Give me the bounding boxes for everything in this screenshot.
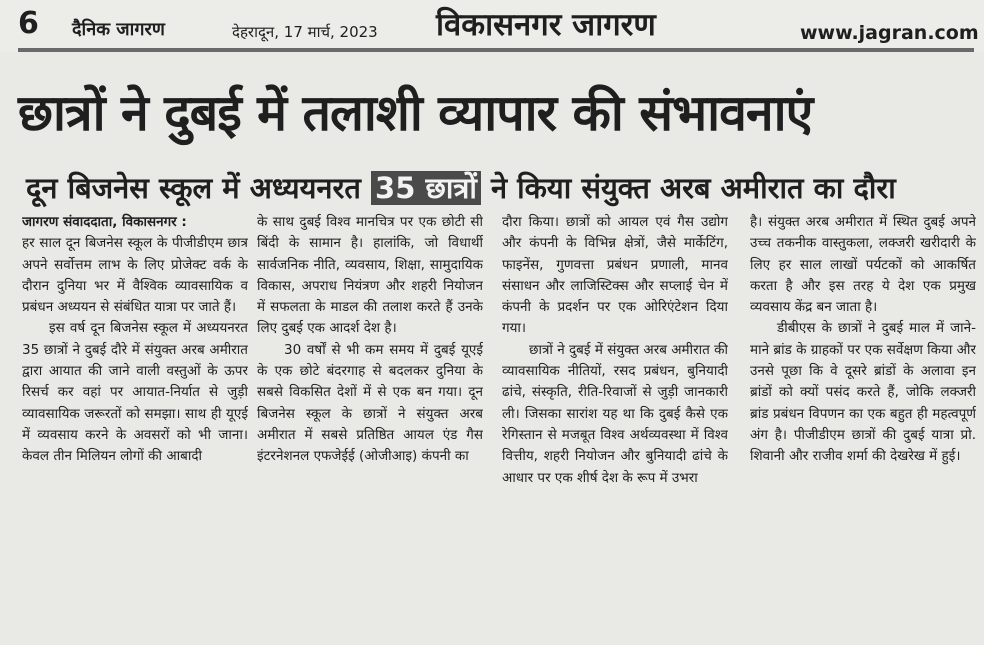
paragraph: छात्रों ने दुबई में संयुक्त अरब अमीरात की व्यावसायिक नीतियों, रसद प्रबंधन, बुनियादी ढांचे, संस्कृति, रीति-रिवाजों से जुड़ी जानकारी ली। जिसका सारांश यह था कि दुबई कैसे एक रेगिस्तान से मजबूत विश्व अर्थव्यवस्था में विश्व वित्तीय, शहरी नियोजन और बुनियादी ढांचे के आधार पर एक शीर्ष देश के रूप में उभरा xyxy=(502,341,728,486)
column-1 xyxy=(22,212,248,642)
article-body xyxy=(22,212,980,642)
column-3 xyxy=(502,212,728,642)
paragraph: इस वर्ष दून बिजनेस स्कूल में अध्ययनरत 35 छात्रों ने दुबई दौरे में संयुक्त अरब अमीरात द्वारा आयात की जाने वाली वस्तुओं के ऊपर रिसर्च कर वहां पर आयात-निर्यात से जुड़ी व्यावसायिक जरूरतों को समझा। साथ ही यूएई में व्यवसाय करने के अवसरों को भी जाना। केवल तीन मिलियन लोगों की आबादी xyxy=(22,320,248,465)
byline: जागरण संवाददाता, विकासनगर : xyxy=(22,214,187,230)
column-2 xyxy=(257,212,483,642)
page-number: 6 xyxy=(18,6,39,41)
article-headline: छात्रों ने दुबई में तलाशी व्यापार की संभावनाएं xyxy=(18,84,813,142)
masthead-rule xyxy=(18,48,974,52)
paragraph: दौरा किया। छात्रों को आयल एवं गैस उद्योग और कंपनी के विभिन्न क्षेत्रों, जैसे मार्केटिंग, फाइनेंस, गुणवत्ता प्रबंधन प्रणाली, मानव संसाधन और लाजिस्टिक्स और सप्लाई चेन में कंपनी के प्रदर्शन पर एक ओरिएंटेशन दिया गया। xyxy=(502,214,728,337)
masthead xyxy=(0,0,984,52)
paragraph: है। संयुक्त अरब अमीरात में स्थित दुबई अपने उच्च तकनीक वास्तुकला, लक्जरी खरीदारी के लिए हर साल लाखों पर्यटकों को आकर्षित करता है और इस तरह ये देश एक प्रमुख व्यवसाय केंद्र बन जाता है। xyxy=(750,214,976,316)
column-4 xyxy=(750,212,976,642)
dateline: देहरादून, 17 मार्च, 2023 xyxy=(232,23,378,41)
subhead-highlight: 35 छात्रों xyxy=(371,171,481,205)
paragraph: के साथ दुबई विश्व मानचित्र पर एक छोटी सी बिंदी के सामान है। हालांकि, जो विधार्थी सार्वजनिक नीति, व्यवसाय, शिक्षा, सामुदायिक विकास, अपराध नियंत्रण और शहरी नियोजन में सफलता के माडल की तलाश करते हैं उनके लिए दुबई एक आदर्श देश है। xyxy=(257,214,483,337)
newspaper-name: दैनिक जागरण xyxy=(72,19,165,40)
paragraph: हर साल दून बिजनेस स्कूल के पीजीडीएम छात्र अपने सर्वोत्तम लाभ के लिए प्रोजेक्ट वर्क के दौरान दुनिया भर में वैश्विक व्यावसायिक व प्रबंधन अध्ययन से संबंधित यात्रा पर जाते हैं। xyxy=(22,235,248,316)
paragraph: 30 वर्षों से भी कम समय में दुबई यूएई के एक छोटे बंदरगाह से बदलकर दुनिया के सबसे विकसित देशों में से एक बन गया। दून बिजनेस स्कूल के छात्रों ने संयुक्त अरब अमीरात में सबसे प्रतिष्ठित आयल एंड गैस इंटरनेशनल एफजेईई (ओजीआइ) कंपनी का xyxy=(257,341,483,465)
subhead-text-after: ने किया संयुक्त अरब अमीरात का दौरा xyxy=(490,171,896,205)
paragraph: डीबीएस के छात्रों ने दुबई माल में जाने-माने ब्रांड के ग्राहकों पर एक सर्वेक्षण किया और उनसे पूछा कि वे दूसरे ब्रांडों के अलावा इन ब्रांडों को क्यों पसंद करते हैं, जोकि लक्जरी ब्रांड प्रबंधन विपणन का एक बहुत ही महत्वपूर्ण अंग है। पीजीडीएम छात्रों की दुबई यात्रा प्रो. शिवानी और राजीव शर्मा की देखरेख में हुई। xyxy=(750,320,976,465)
section-title: विकासनगर जागरण xyxy=(436,7,656,43)
website-url: www.jagran.com xyxy=(800,22,979,44)
article-subhead xyxy=(26,164,976,212)
subhead-text-before: दून बिजनेस स्कूल में अध्ययनरत xyxy=(26,171,361,205)
